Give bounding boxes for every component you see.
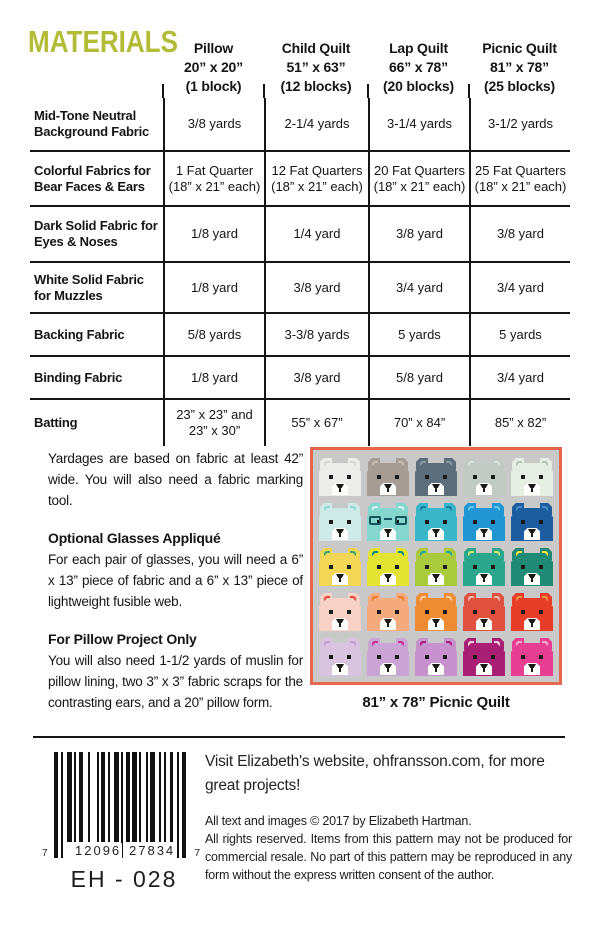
- bear-block: [415, 458, 457, 496]
- bear-eye: [329, 610, 333, 614]
- bear-mouth: [339, 623, 341, 627]
- barcode-digit-group-2: 27834: [129, 843, 176, 858]
- bear-mouth: [435, 488, 437, 492]
- table-row: [30, 205, 570, 261]
- table-cell: 1/8 yard: [163, 357, 264, 398]
- bear-eye: [443, 565, 447, 569]
- glasses-applique-note: For each pair of glasses, you will need a 6” x 13” piece of fabric and a 6” x 13” piece of lightweight fusible web.: [48, 552, 303, 609]
- table-cell: 5 yards: [368, 314, 469, 355]
- yardage-note: Yardages are based on fabric at least 42” wide. You will also need a fabric marking tool.: [48, 451, 303, 508]
- copyright-line: All text and images © 2017 by Elizabeth Hartman.: [205, 814, 472, 828]
- bear-mouth: [531, 578, 533, 582]
- barcode: [40, 752, 208, 900]
- bear-eye: [395, 475, 399, 479]
- glasses-bridge: [384, 518, 392, 520]
- table-row: [30, 312, 570, 355]
- page-title: MATERIALS: [28, 24, 178, 59]
- bear-mouth: [531, 488, 533, 492]
- bear-eye: [521, 565, 525, 569]
- table-cell: 20 Fat Quarters (18” x 21” each): [368, 152, 469, 205]
- bear-mouth: [387, 578, 389, 582]
- column-header-name: Picnic Quilt: [482, 40, 557, 56]
- barcode-left-digit: 7: [42, 848, 48, 859]
- bear-mouth: [339, 488, 341, 492]
- table-row-label: Dark Solid Fabric for Eyes & Noses: [34, 218, 158, 249]
- barcode-bar: [182, 752, 186, 858]
- table-cell: 3/8 yard: [264, 263, 368, 312]
- barcode-bar: [126, 752, 130, 842]
- table-row-label: Backing Fabric: [34, 326, 125, 342]
- bear-eye: [491, 565, 495, 569]
- barcode-bar: [108, 752, 110, 842]
- bear-eye: [539, 610, 543, 614]
- quilt-caption: 81” x 78” Picnic Quilt: [362, 694, 510, 711]
- barcode-bar: [150, 752, 154, 842]
- barcode-bar: [67, 752, 71, 842]
- bear-mouth: [483, 668, 485, 672]
- bear-eye: [521, 520, 525, 524]
- bear-eye: [539, 655, 543, 659]
- bear-mouth: [339, 668, 341, 672]
- bear-block: [367, 548, 409, 586]
- table-header-cell: [469, 36, 570, 98]
- bear-block: [511, 458, 553, 496]
- bear-eye: [329, 565, 333, 569]
- bear-mouth: [483, 578, 485, 582]
- bear-eye: [521, 655, 525, 659]
- bear-mouth: [339, 533, 341, 537]
- bear-eye: [347, 520, 351, 524]
- bear-block: [463, 593, 505, 631]
- barcode-bar: [79, 752, 83, 842]
- column-header-size: 20” x 20”: [184, 59, 243, 75]
- column-header-name: Child Quilt: [281, 40, 351, 56]
- bear-grid: [313, 450, 559, 684]
- barcode-bar: [159, 752, 161, 842]
- glasses-applique-heading: Optional Glasses Appliqué: [48, 530, 221, 546]
- bear-eye: [443, 655, 447, 659]
- bear-eye: [425, 475, 429, 479]
- barcode-bar: [61, 752, 63, 858]
- table-cell: 3/8 yard: [264, 357, 368, 398]
- column-header-blocks: (12 blocks): [280, 78, 352, 94]
- table-cell: 5/8 yard: [368, 357, 469, 398]
- table-cell: 2-1/4 yards: [264, 98, 368, 150]
- bear-mouth: [435, 578, 437, 582]
- table-row: [30, 355, 570, 398]
- bear-mouth: [387, 623, 389, 627]
- pillow-project-note: You will also need 1-1/2 yards of muslin for pillow lining, two 3” x 3” fabric scraps for the contrasting ears, and a 20” pillow form.: [48, 653, 303, 710]
- barcode-bar: [177, 752, 179, 858]
- table-cell: 5/8 yards: [163, 314, 264, 355]
- bear-mouth: [483, 623, 485, 627]
- barcode-bar: [101, 752, 105, 842]
- bear-eye: [473, 655, 477, 659]
- bear-block: [319, 593, 361, 631]
- bear-eye: [329, 655, 333, 659]
- bear-eye: [347, 475, 351, 479]
- bear-eye: [395, 655, 399, 659]
- barcode-bar: [54, 752, 58, 858]
- barcode-bar: [139, 752, 141, 842]
- bear-mouth: [435, 623, 437, 627]
- bear-block: [367, 593, 409, 631]
- bear-eye: [329, 475, 333, 479]
- bear-eye: [395, 565, 399, 569]
- bear-block: [415, 548, 457, 586]
- copyright-text: All rights reserved. Items from this pattern may not be produced for commercial resale. No part of this pattern may be reproduced in any form without the express written consent of the author.: [205, 832, 572, 882]
- table-cell: 12 Fat Quarters (18” x 21” each): [264, 152, 368, 205]
- table-cell: 1 Fat Quarter (18” x 21” each): [163, 152, 264, 205]
- bear-mouth: [483, 488, 485, 492]
- table-row: [30, 398, 570, 446]
- glasses-lens: [369, 516, 381, 525]
- column-header-blocks: (25 blocks): [484, 78, 555, 94]
- table-row-label: Colorful Fabrics for Bear Faces & Ears: [34, 162, 151, 194]
- bear-eye: [443, 610, 447, 614]
- table-header-cell: [264, 36, 368, 98]
- bear-mouth: [435, 668, 437, 672]
- table-cell: 3/4 yard: [469, 263, 570, 312]
- bear-eye: [377, 565, 381, 569]
- table-header-row: [30, 36, 570, 98]
- barcode-bar: [88, 752, 90, 842]
- table-cell: 3/4 yard: [469, 357, 570, 398]
- bear-block: [463, 638, 505, 676]
- bear-eye: [491, 610, 495, 614]
- bear-eye: [491, 475, 495, 479]
- table-row: [30, 261, 570, 312]
- bear-block: [367, 638, 409, 676]
- table-cell: 3/4 yard: [368, 263, 469, 312]
- bear-eye: [443, 520, 447, 524]
- table-row: [30, 98, 570, 150]
- table-cell: 3/8 yard: [469, 207, 570, 261]
- table-header-spacer: [30, 36, 163, 98]
- website-note: Visit Elizabeth's website, ohfransson.com, for more great projects!: [205, 753, 545, 794]
- bear-block: [415, 638, 457, 676]
- bear-eye: [539, 565, 543, 569]
- bear-mouth: [531, 533, 533, 537]
- bear-block: [415, 593, 457, 631]
- column-header-name: Lap Quilt: [389, 40, 448, 56]
- table-row-label: Binding Fabric: [34, 369, 123, 385]
- table-cell: 3/8 yards: [163, 98, 264, 150]
- column-header-name: Pillow: [193, 40, 234, 56]
- bear-eye: [473, 565, 477, 569]
- bear-eye: [347, 565, 351, 569]
- table-cell: 3-1/4 yards: [368, 98, 469, 150]
- table-cell: 5 yards: [469, 314, 570, 355]
- bear-eye: [473, 475, 477, 479]
- table-cell: 25 Fat Quarters (18” x 21” each): [469, 152, 570, 205]
- table-cell: 1/8 yard: [163, 207, 264, 261]
- barcode-bar: [164, 752, 166, 842]
- table-cell: 85” x 82”: [469, 400, 570, 446]
- table-row-label: Mid-Tone Neutral Background Fabric: [34, 108, 150, 139]
- table-header-cell: [368, 36, 469, 98]
- table-header-cell: [163, 36, 264, 98]
- bear-eye: [377, 655, 381, 659]
- barcode-digit-group-1: 12096: [75, 843, 122, 858]
- bear-mouth: [387, 668, 389, 672]
- bear-block: [319, 503, 361, 541]
- column-header-size: 81” x 78”: [490, 59, 549, 75]
- bear-mouth: [387, 488, 389, 492]
- bear-eye: [491, 655, 495, 659]
- bear-eye: [521, 475, 525, 479]
- table-cell: 1/8 yard: [163, 263, 264, 312]
- bear-mouth: [483, 533, 485, 537]
- table-cell: 3/8 yard: [368, 207, 469, 261]
- barcode-bar: [132, 752, 136, 842]
- table-cell: 55” x 67”: [264, 400, 368, 446]
- bear-block: [511, 503, 553, 541]
- bear-eye: [347, 655, 351, 659]
- barcode-bar: [170, 752, 172, 842]
- bear-block: [463, 548, 505, 586]
- materials-table: [30, 36, 570, 446]
- bear-block: [415, 503, 457, 541]
- bear-block: [367, 458, 409, 496]
- bear-eye: [425, 610, 429, 614]
- bear-mouth: [435, 533, 437, 537]
- bear-mouth: [531, 668, 533, 672]
- bear-block: [511, 593, 553, 631]
- bear-mouth: [339, 578, 341, 582]
- barcode-right-digit: 7: [194, 848, 200, 859]
- table-row-label: White Solid Fabric for Muzzles: [34, 271, 144, 303]
- table-cell: 1/4 yard: [264, 207, 368, 261]
- bear-eye: [329, 520, 333, 524]
- column-header-blocks: (1 block): [185, 78, 242, 94]
- item-code: EH - 028: [70, 866, 178, 892]
- pillow-project-heading: For Pillow Project Only: [48, 631, 197, 647]
- bear-block: [319, 458, 361, 496]
- copyright-block: [205, 812, 572, 884]
- bear-eye: [473, 610, 477, 614]
- bear-block: [367, 503, 409, 541]
- bear-mouth: [387, 533, 389, 537]
- table-row: [30, 150, 570, 205]
- barcode-bar: [97, 752, 99, 842]
- bear-mouth: [531, 623, 533, 627]
- bear-eye: [539, 475, 543, 479]
- bear-block: [319, 638, 361, 676]
- bear-eye: [443, 475, 447, 479]
- table-row-label: Batting: [34, 415, 78, 430]
- bear-block: [511, 638, 553, 676]
- barcode-bar: [146, 752, 148, 842]
- barcode-bar: [74, 752, 76, 842]
- table-cell: 70” x 84”: [368, 400, 469, 446]
- column-header-size: 66” x 78”: [389, 59, 448, 75]
- glasses-lens: [395, 516, 407, 525]
- bear-eye: [377, 610, 381, 614]
- section-divider: [33, 736, 565, 738]
- bear-eye: [473, 520, 477, 524]
- bear-eye: [377, 475, 381, 479]
- bear-eye: [521, 610, 525, 614]
- bear-eye: [425, 565, 429, 569]
- bear-eye: [395, 610, 399, 614]
- picnic-quilt-illustration: [310, 447, 562, 685]
- column-header-size: 51” x 63”: [286, 59, 346, 75]
- barcode-bar: [114, 752, 118, 842]
- bear-block: [463, 503, 505, 541]
- notes-section: [48, 448, 303, 713]
- column-header-blocks: (20 blocks): [383, 78, 454, 94]
- bear-block: [319, 548, 361, 586]
- bear-eye: [491, 520, 495, 524]
- bear-eye: [425, 520, 429, 524]
- table-cell: 3-3/8 yards: [264, 314, 368, 355]
- bear-eye: [425, 655, 429, 659]
- table-cell: 3-1/2 yards: [469, 98, 570, 150]
- bear-block: [463, 458, 505, 496]
- bear-block: [511, 548, 553, 586]
- table-cell: 23” x 23” and 23” x 30”: [163, 400, 264, 446]
- bear-eye: [347, 610, 351, 614]
- bear-eye: [539, 520, 543, 524]
